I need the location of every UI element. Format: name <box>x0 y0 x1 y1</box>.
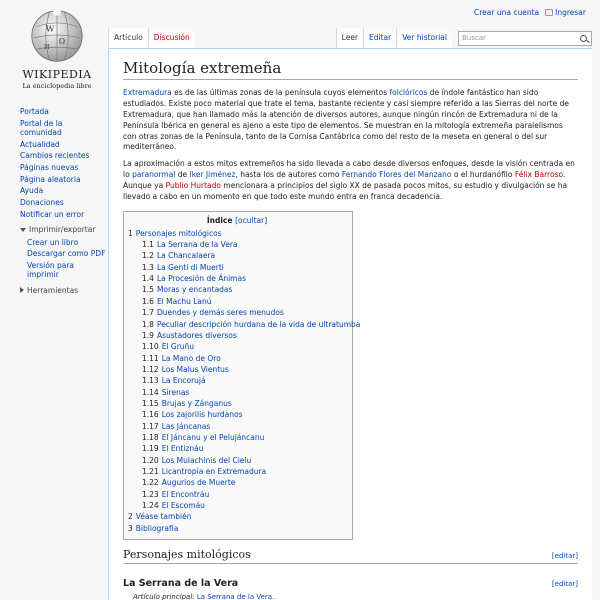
tab-history[interactable] <box>396 28 452 48</box>
toc-link[interactable] <box>142 376 206 385</box>
toc-label: Augurios de Muerte <box>161 478 236 488</box>
toc-label: La Genti di Muerti <box>156 262 224 272</box>
toc-label: El Gruñu <box>161 342 195 352</box>
wordmark: WIKIPEDIA <box>22 68 92 81</box>
sidebar-link[interactable]: Crear un libro <box>27 237 79 247</box>
link-paranormal[interactable]: paranormal <box>132 170 176 180</box>
toc-label: Los zajorilis hurdanos <box>161 410 243 420</box>
toc-item[interactable] <box>128 375 346 386</box>
expand-right-icon <box>20 287 24 293</box>
login-link[interactable] <box>545 8 586 17</box>
toc-link[interactable] <box>142 320 360 329</box>
toc-number: 1.18 <box>142 432 159 442</box>
toc-number: 1.20 <box>142 455 159 465</box>
tab-label: Artículo <box>114 33 143 42</box>
toc-item[interactable] <box>128 443 346 454</box>
toc-item[interactable] <box>128 228 346 239</box>
toc-number: 1.2 <box>142 251 154 261</box>
toc-label: La Encorujá <box>161 376 206 386</box>
tab-label[interactable]: Editar <box>369 33 392 42</box>
toc-label: Personajes mitológicos <box>135 228 222 238</box>
toc-item[interactable] <box>128 489 346 500</box>
create-account-link[interactable]: Crear una cuenta <box>474 8 540 17</box>
login-label[interactable]: Ingresar <box>555 8 586 17</box>
toc-item[interactable] <box>128 296 346 307</box>
view-tabs <box>336 28 592 48</box>
tab-label[interactable]: Discusión <box>153 33 190 42</box>
toc-item[interactable] <box>128 307 346 318</box>
toc-label: La Procesión de Ánimas <box>156 274 246 284</box>
toc-number: 1.9 <box>142 330 154 340</box>
toc-number: 1.16 <box>142 410 159 420</box>
sidebar-link[interactable]: Actualidad <box>20 139 60 149</box>
toc-link[interactable] <box>142 263 224 272</box>
puzzle-globe-icon <box>29 8 85 64</box>
toc-item[interactable] <box>128 511 346 522</box>
sidebar-link[interactable]: Páginas nuevas <box>20 163 79 173</box>
toc-label: Las Jáncanas <box>161 421 211 431</box>
link-felix-barroso[interactable]: Félix Barroso <box>514 170 563 180</box>
toc-item[interactable] <box>128 421 346 432</box>
tab-discussion[interactable] <box>148 28 195 48</box>
subsection-title: La Serrana de la Vera <box>123 578 239 590</box>
sidebar-item-portada[interactable] <box>20 107 106 116</box>
toc-toggle-link[interactable]: [ocultar] <box>235 215 268 225</box>
toc-number: 1.8 <box>142 319 154 329</box>
toc-number: 1.21 <box>142 466 159 476</box>
expand-down-icon <box>20 228 26 232</box>
sidebar <box>20 107 106 295</box>
print-export-list <box>20 238 106 280</box>
text-run: de <box>175 170 190 180</box>
toc-number: 1.19 <box>142 444 159 454</box>
sidebar-item-crear-libro[interactable] <box>27 238 106 247</box>
toc-link[interactable] <box>142 342 194 351</box>
sidebar-link[interactable]: Cambios recientes <box>20 151 90 161</box>
toc-number: 1.15 <box>142 398 159 408</box>
toc-number: 1.6 <box>142 296 154 306</box>
sidebar-item-ayuda[interactable] <box>20 186 106 195</box>
sidebar-item-notificar[interactable] <box>20 210 106 219</box>
toc-label: Los Mulachinis del Cielu <box>161 455 252 465</box>
text-run: mencionara a principios del siglo XX de pasada pocos mitos, su estudio y divulgación se ha llevado a cabo en un momento en que todo este mundo entra en franca decadencia. <box>123 181 568 201</box>
text-run: de índole fantástico han sido estudiados. Existe poco material que trate el tema, bastante reciente y casi siempre referido a las Sierras del norte de Extremadura, que han llamado más la atención de diversos autores, aunque ningún rincón de Extremadura ni de la Península Ibérica en general es ajeno a este tipo de elementos. Se muestran en la mitología extremeña paralelismos con otras zonas de la Península, tanto de la Cornisa Cantábrica como del resto de la meseta en general o del sur mediterráneo. <box>123 88 569 152</box>
toc-item[interactable] <box>128 387 346 398</box>
toc-number: 1.14 <box>142 387 159 397</box>
section-heading-personajes <box>123 548 578 564</box>
intro-paragraph-1 <box>123 88 578 153</box>
edit-section-link[interactable]: [editar] <box>551 552 578 561</box>
toc-item[interactable] <box>128 341 346 352</box>
toc-number: 1.13 <box>142 376 159 386</box>
main-article-note <box>123 593 578 600</box>
text-run: , hasta los de autores como <box>235 170 342 180</box>
tools-heading[interactable] <box>20 286 106 295</box>
toc-item[interactable] <box>128 250 346 261</box>
toc-label: Peculiar descripción hurdana de la vida de ultratumba <box>156 319 361 329</box>
toc-link[interactable] <box>142 365 229 374</box>
toc-label: La Serrana de la Vera <box>156 240 238 250</box>
toc-number: 1.24 <box>142 501 159 510</box>
toc-label: El Jáncanu y el Pelujáncanu <box>161 432 265 442</box>
toc-item[interactable] <box>128 500 346 511</box>
sidebar-link[interactable]: Portada <box>20 107 49 116</box>
toc-number: 1.23 <box>142 489 159 499</box>
toc-item[interactable] <box>128 262 346 273</box>
tab-article[interactable] <box>108 28 148 48</box>
search-placeholder: Buscar <box>462 33 486 42</box>
personal-tools <box>474 8 586 17</box>
tab-label: Leer <box>341 33 359 42</box>
toc-title-label: Índice <box>206 215 233 225</box>
toc-link[interactable] <box>142 456 251 465</box>
toc-number: 1.12 <box>142 364 159 374</box>
toc-number: 1.22 <box>142 478 159 488</box>
sidebar-link[interactable]: Donaciones <box>20 198 64 208</box>
toc-label: El Machu Lanú <box>156 296 212 306</box>
toc-label: Duendes y demás seres menudos <box>156 308 284 318</box>
toc-link[interactable] <box>142 501 205 510</box>
svg-text:W: W <box>45 23 55 34</box>
toc-link[interactable] <box>142 274 246 283</box>
toc-link[interactable] <box>128 229 222 238</box>
toc-label: La Chancalaera <box>156 251 216 261</box>
toc-link[interactable] <box>142 240 238 249</box>
link-folcloricos[interactable]: folclóricos <box>389 88 428 97</box>
table-of-contents <box>123 211 361 540</box>
namespace-tabs <box>108 28 195 48</box>
toc-link[interactable] <box>128 512 192 521</box>
toc-label: Asustadores diversos <box>156 330 237 340</box>
link-publio-hurtado[interactable]: Publio Hurtado <box>165 181 221 190</box>
print-export-label: Imprimir/exportar <box>29 225 96 235</box>
print-export-heading[interactable] <box>20 225 106 234</box>
toc-link[interactable] <box>128 524 178 533</box>
search-icon[interactable] <box>580 35 587 42</box>
main-article-link[interactable]: La Serrana de la Vera <box>196 593 273 600</box>
toc-label: Véase también <box>135 512 192 522</box>
toc-link[interactable] <box>142 399 232 408</box>
toc-number: 3 <box>128 523 133 533</box>
toc-title <box>128 216 346 225</box>
toc-number: 1.11 <box>142 353 159 363</box>
main-article-prefix: Artículo principal: <box>133 593 197 600</box>
toc-item[interactable] <box>128 284 346 295</box>
sidebar-link[interactable]: Portal de la comunidad <box>20 118 63 138</box>
sidebar-item-aleatoria[interactable] <box>20 175 106 184</box>
toc-label: El Entiznáu <box>161 444 204 454</box>
link-iker-jimenez[interactable]: Iker Jiménez <box>189 170 236 180</box>
toc-link[interactable] <box>142 422 210 431</box>
toc-label: El Encontráu <box>161 489 210 499</box>
tools-label: Herramientas <box>27 285 79 295</box>
section-title: Personajes mitológicos <box>123 548 251 562</box>
toc-item[interactable] <box>128 364 346 375</box>
toc-link[interactable] <box>142 444 203 453</box>
content-area <box>108 48 592 600</box>
main-article-suffix: . <box>272 593 275 600</box>
toc-label: Los Malus Vientus <box>161 364 229 374</box>
toc-link[interactable] <box>142 388 189 397</box>
toc-link[interactable] <box>142 285 232 294</box>
tab-edit[interactable] <box>363 28 396 48</box>
sidebar-item-portal[interactable] <box>20 119 106 138</box>
toc-link[interactable] <box>142 297 212 306</box>
lock-icon <box>545 9 553 16</box>
edit-subsection-link[interactable]: [editar] <box>551 580 578 589</box>
toc-link[interactable] <box>142 410 243 419</box>
toc-list <box>128 228 361 534</box>
toc-label: El Escomáu <box>161 501 205 510</box>
search-input[interactable] <box>458 31 592 46</box>
toc-link[interactable] <box>142 331 237 340</box>
toc-number: 1.3 <box>142 262 154 272</box>
toc-number: 2 <box>128 512 133 522</box>
toc-label: Moras y encantadas <box>156 285 233 295</box>
toc-number: 1.1 <box>142 240 154 250</box>
toc-label: Licantropía en Extremadura <box>161 466 267 476</box>
text-run: . Aunque ya <box>123 170 566 190</box>
toc-label: Brujas y Zánganus <box>161 398 232 408</box>
tab-read[interactable] <box>336 28 363 48</box>
toc-item[interactable] <box>128 239 346 250</box>
tab-label[interactable]: Ver historial <box>402 33 447 42</box>
toc-item[interactable] <box>128 523 346 534</box>
toc-link[interactable] <box>142 467 266 476</box>
toc-link[interactable] <box>142 308 284 317</box>
sidebar-item-actualidad[interactable] <box>20 140 106 149</box>
text-run: o el hurdanófilo <box>451 170 515 180</box>
toc-label: La Mano de Oro <box>161 353 221 363</box>
toc-link[interactable] <box>142 478 235 487</box>
page-title: Mitología extremeña <box>123 59 578 80</box>
toc-item[interactable] <box>128 432 346 443</box>
toc-item[interactable] <box>128 330 346 341</box>
toc-item[interactable] <box>128 455 346 466</box>
toc-item[interactable] <box>128 409 346 420</box>
toc-link[interactable] <box>142 251 215 260</box>
text-run: La aproximación a estos mitos extremeños ha sido llevada a cabo desde diversos enfoques, desde la visión centrada en lo <box>123 159 575 180</box>
sidebar-item-descargar-pdf[interactable] <box>27 249 106 258</box>
toc-item[interactable] <box>128 398 346 409</box>
toc-item[interactable] <box>128 319 361 330</box>
intro-paragraph-2 <box>123 159 578 203</box>
toc-number: 1.17 <box>142 421 159 431</box>
sidebar-link[interactable]: Página aleatoria <box>20 174 81 184</box>
toc-link[interactable] <box>142 490 209 499</box>
toc-label: Bibliografía <box>135 523 179 533</box>
sidebar-item-donaciones[interactable] <box>20 198 106 207</box>
sidebar-link[interactable]: Notificar un error <box>20 209 85 219</box>
toc-link[interactable] <box>142 354 221 363</box>
sidebar-link[interactable]: Ayuda <box>20 186 44 196</box>
sidebar-item-version-imprimir[interactable] <box>27 261 106 280</box>
sidebar-nav <box>20 107 106 219</box>
toc-number: 1.5 <box>142 285 154 295</box>
svg-text:И: И <box>43 43 50 52</box>
sidebar-item-cambios[interactable] <box>20 151 106 160</box>
wikipedia-logo[interactable] <box>14 8 100 90</box>
toc-item[interactable] <box>128 477 346 488</box>
link-extremadura[interactable]: Extremadura <box>123 88 172 97</box>
toc-item[interactable] <box>128 273 346 284</box>
link-fernando-flores[interactable]: Fernando Flores del Manzano <box>341 170 452 180</box>
sidebar-item-paginas-nuevas[interactable] <box>20 163 106 172</box>
toc-label: Sirenas <box>161 387 190 397</box>
text-run: es de las últimas zonas de la península cuyos elementos <box>171 88 390 97</box>
tagline: La enciclopedia libre <box>22 82 92 90</box>
sidebar-link[interactable]: Descargar como PDF <box>27 249 106 259</box>
toc-number: 1.4 <box>142 274 154 284</box>
toc-number: 1.10 <box>142 342 159 352</box>
toc-item[interactable] <box>128 466 346 477</box>
sidebar-link[interactable]: Versión para imprimir <box>27 260 74 280</box>
subsection-heading-serrana <box>123 578 578 589</box>
toc-number: 1.7 <box>142 308 154 318</box>
toc-item[interactable] <box>128 353 346 364</box>
svg-text:Ω: Ω <box>58 36 66 46</box>
toc-link[interactable] <box>142 433 264 442</box>
toc-number: 1 <box>128 228 133 238</box>
